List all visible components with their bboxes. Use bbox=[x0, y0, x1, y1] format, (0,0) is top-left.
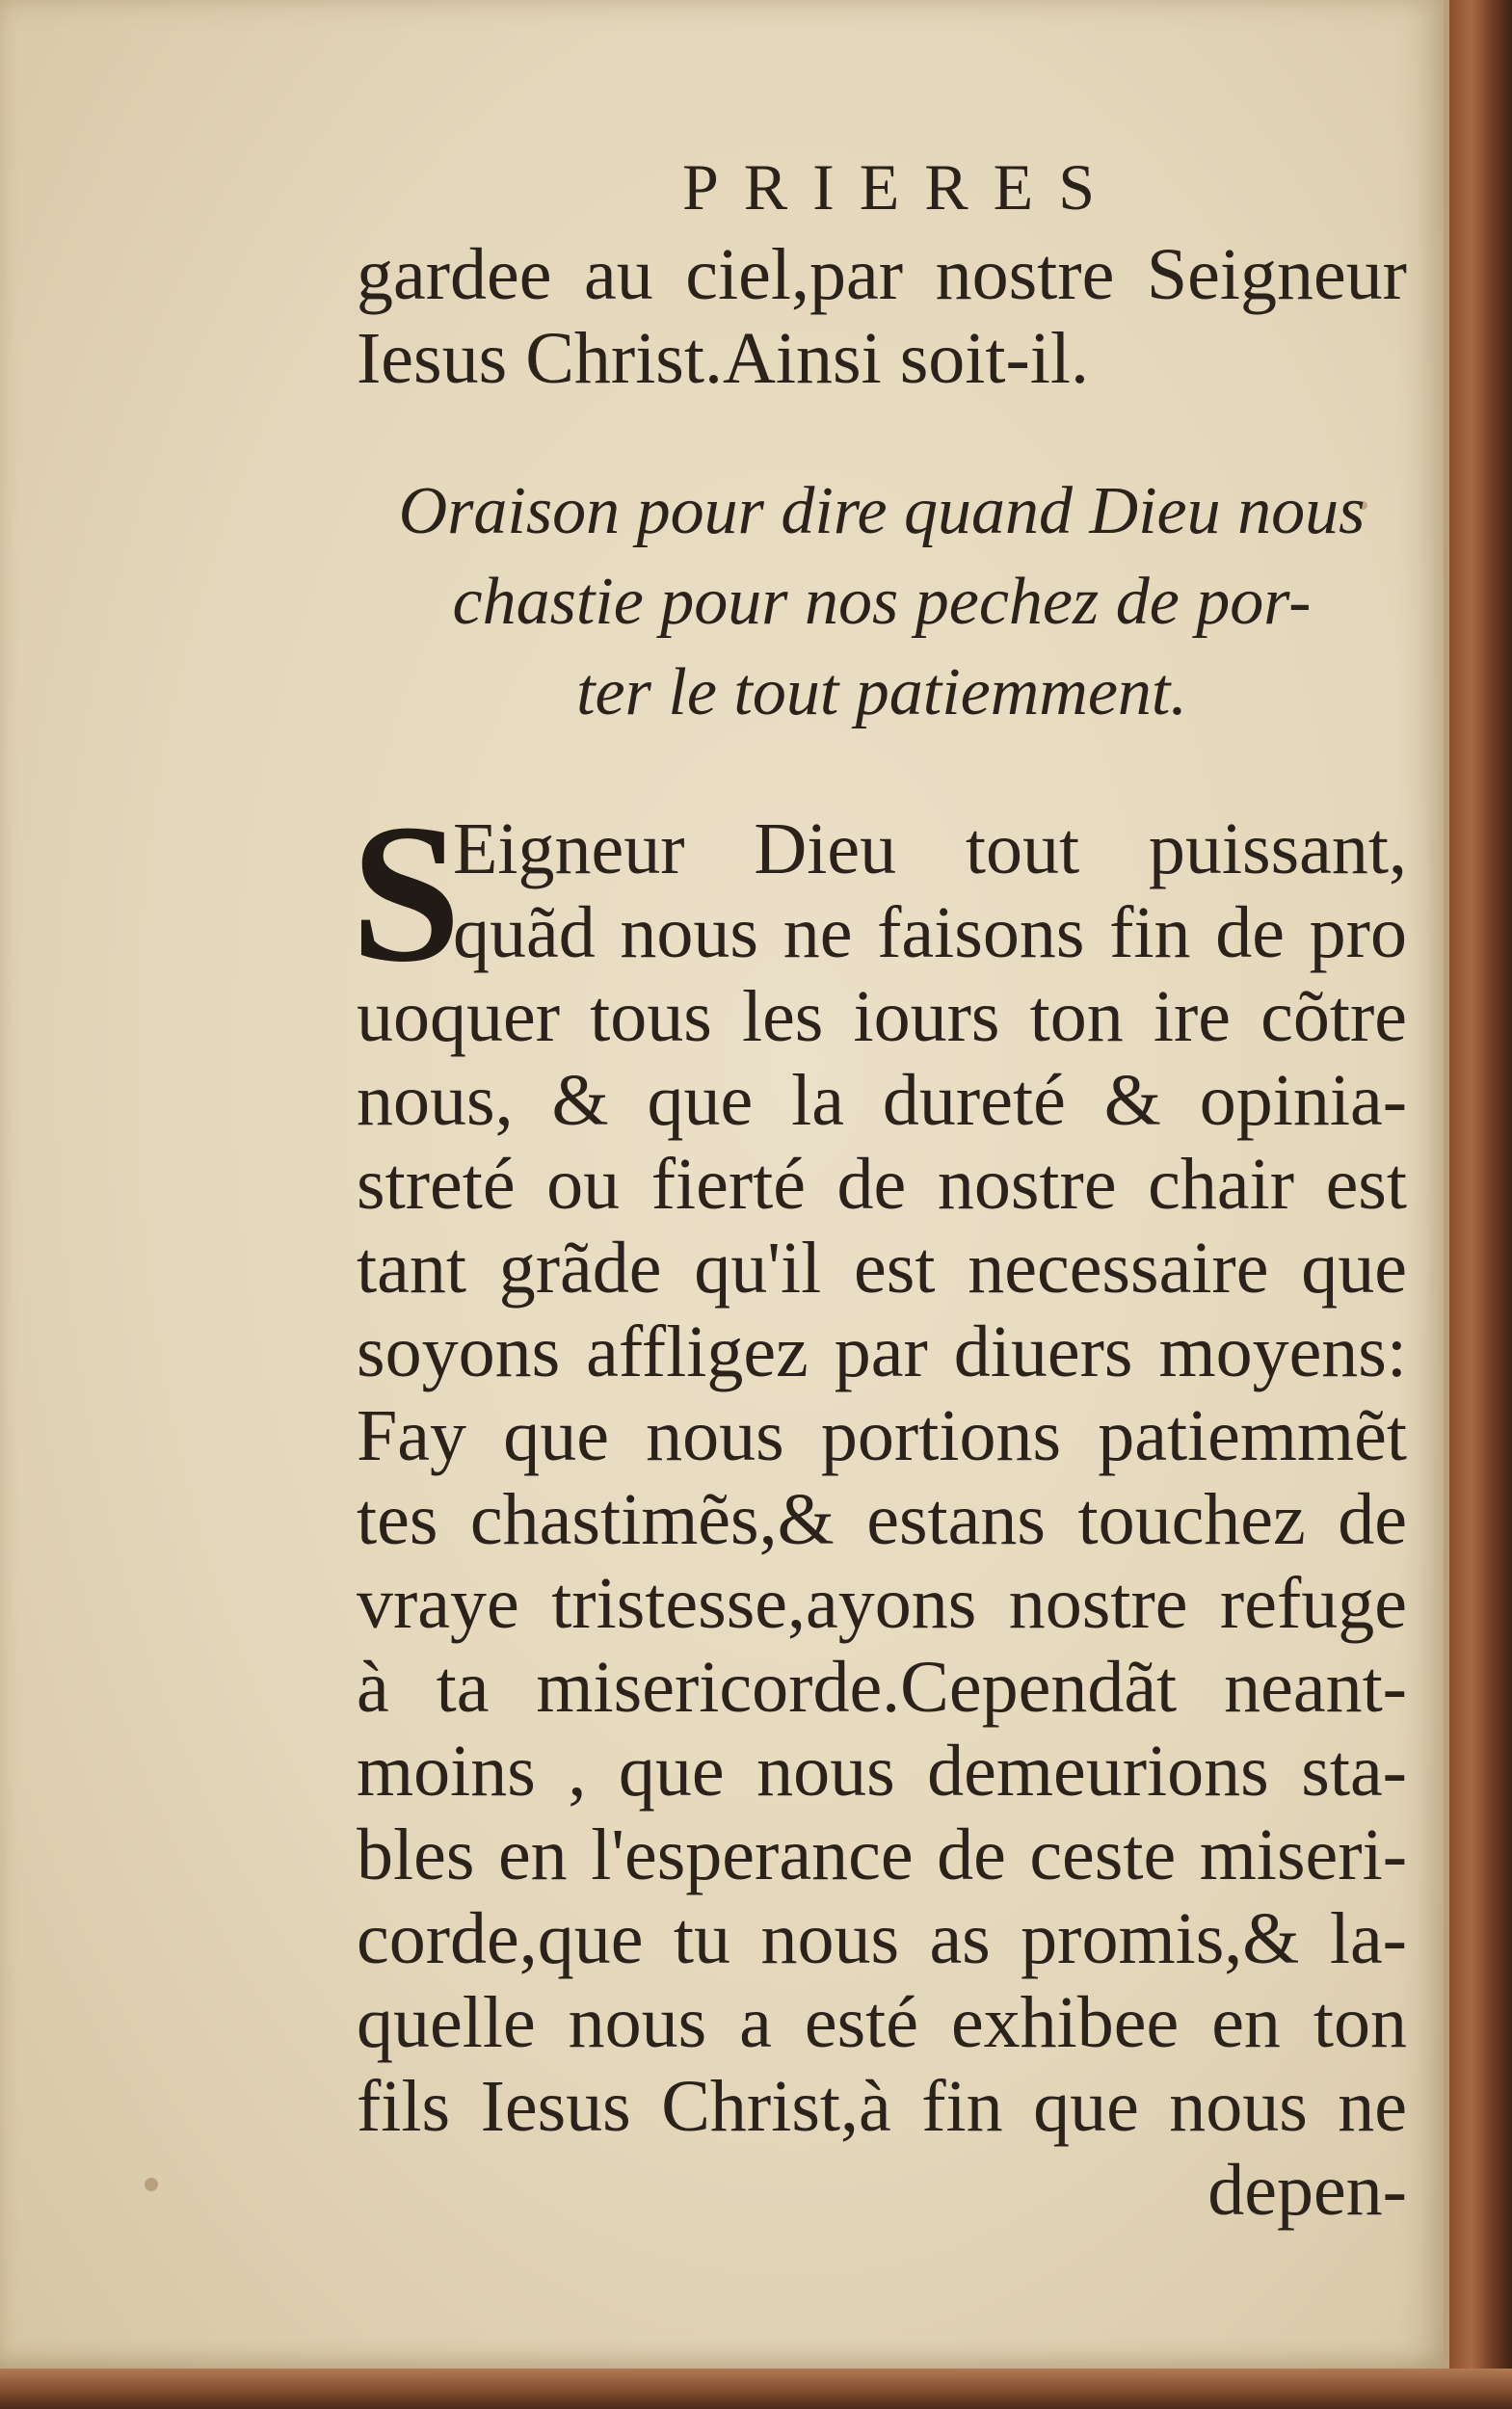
text-line: tes chastimẽs,& estans touchez de bbox=[357, 1479, 1407, 1560]
text-line: Fay que nous portions patiemmẽt bbox=[357, 1395, 1407, 1476]
text-line: quelle nous a esté exhibee en ton bbox=[357, 1982, 1407, 2063]
prayer-title bbox=[357, 466, 1407, 738]
text-line: soyons affligez par diuers moyens: bbox=[357, 1311, 1407, 1392]
title-line: chastie pour nos pechez de por- bbox=[452, 565, 1312, 639]
running-header: PRIERES bbox=[681, 150, 1121, 224]
drop-cap: S bbox=[351, 782, 462, 1003]
text-line: Eigneur Dieu tout puissant, bbox=[453, 808, 1407, 889]
text-line: tant grãde qu'il est necessaire que bbox=[357, 1228, 1407, 1309]
text-line: Iesus Christ.Ainsi soit-il. bbox=[357, 318, 1090, 399]
title-line: Oraison pour dire quand Dieu nous bbox=[398, 474, 1366, 548]
catchword: depen- bbox=[1207, 2150, 1407, 2231]
binding-edge bbox=[1449, 0, 1512, 2409]
text-line: vraye tristesse,ayons nostre refuge bbox=[357, 1563, 1407, 1644]
continuation-text bbox=[357, 233, 1407, 401]
text-line: corde,que tu nous as promis,& la- bbox=[357, 1898, 1407, 1979]
text-line: moins , que nous demeurions sta- bbox=[357, 1731, 1407, 1812]
text-line: uoquer tous les iours ton ire cõtre bbox=[357, 976, 1407, 1057]
text-line: fils Iesus Christ,à fin que nous ne bbox=[357, 2066, 1407, 2147]
text-line: à ta misericorde.Cependãt neant- bbox=[357, 1647, 1407, 1728]
bottom-edge bbox=[0, 2369, 1512, 2409]
page-text bbox=[351, 149, 1407, 2233]
prayer-body bbox=[351, 782, 1407, 2233]
text-line: streté ou fierté de nostre chair est bbox=[357, 1144, 1407, 1225]
text-line: nous, & que la dureté & opinia- bbox=[357, 1060, 1407, 1141]
title-line: ter le tout patiemment. bbox=[576, 655, 1187, 729]
foxing-spot bbox=[145, 2178, 158, 2191]
text-line: gardee au ciel,par nostre Seigneur bbox=[357, 234, 1407, 315]
text-line: quãd nous ne faisons fin de pro bbox=[453, 892, 1407, 973]
text-line: bles en l'esperance de ceste miseri- bbox=[357, 1814, 1407, 1895]
